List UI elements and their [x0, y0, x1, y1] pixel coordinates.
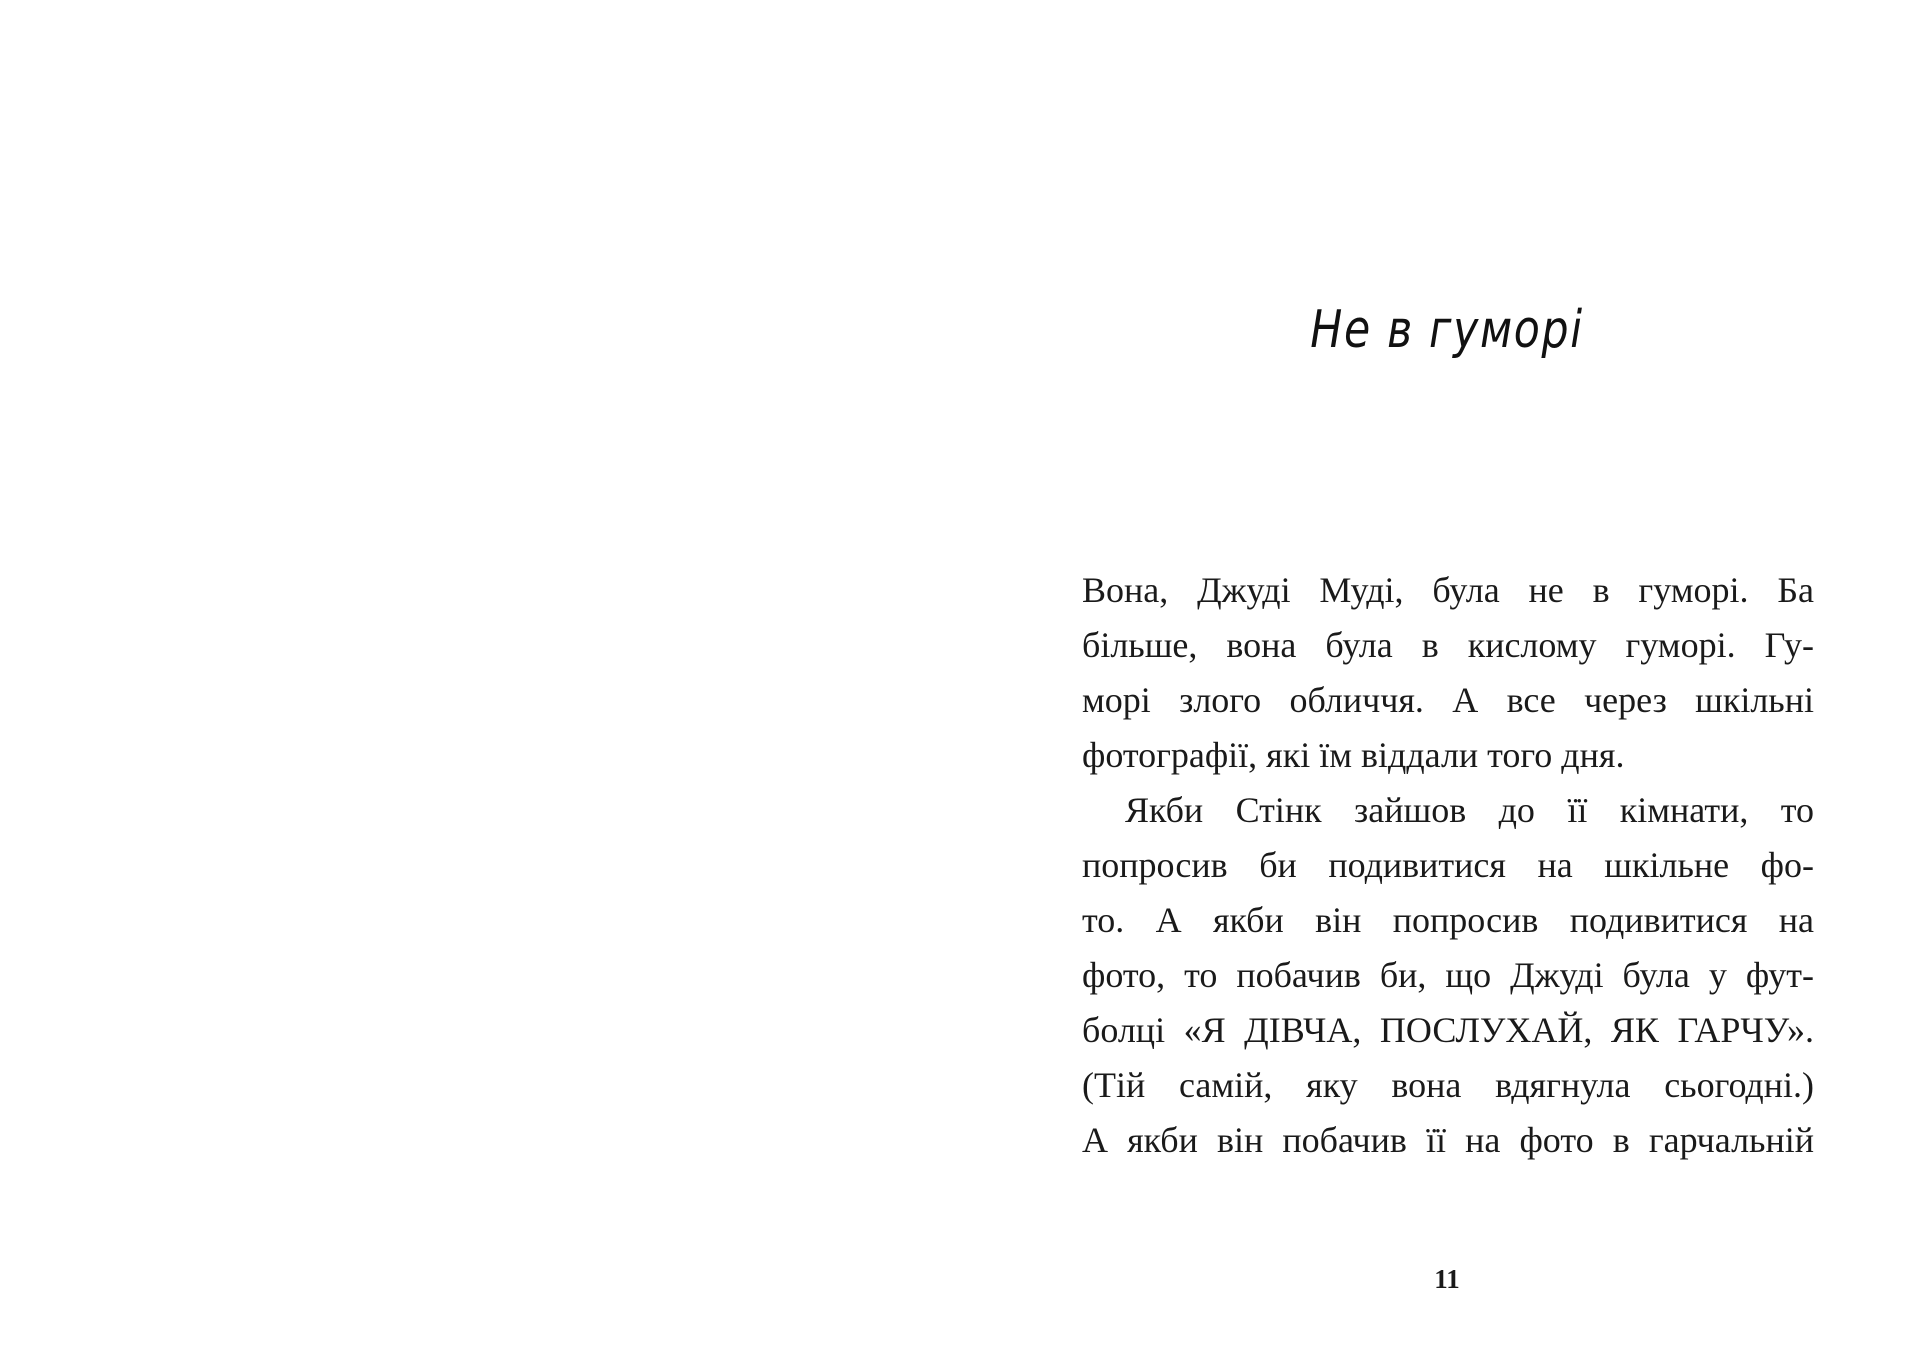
text-line: фото, то побачив би, що Джуді була у фут- — [1082, 955, 1814, 995]
page-number: 11 — [1434, 1264, 1460, 1294]
text-line: болці «Я ДІВЧА, ПОСЛУХАЙ, ЯК ГАРЧУ». — [1082, 1010, 1814, 1050]
chapter-title: Не в гуморі — [1310, 300, 1584, 360]
text-line: то. А якби він попросив подивитися на — [1082, 900, 1814, 940]
text-line: фотографії, які їм віддали того дня. — [1082, 735, 1625, 775]
text-line: Вона, Джуді Муді, була не в гуморі. Ба — [1082, 570, 1814, 610]
text-line: попросив би подивитися на шкільне фо- — [1082, 845, 1814, 885]
text-line: (Тій самій, яку вона вдягнула сьогодні.) — [1082, 1065, 1814, 1105]
text-line: А якби він побачив її на фото в гарчальній — [1082, 1120, 1814, 1160]
text-line: морі злого обличчя. А все через шкільні — [1082, 680, 1814, 720]
text-line: більше, вона була в кислому гуморі. Гу- — [1082, 625, 1814, 665]
text-line: Якби Стінк зайшов до її кімнати, то — [1125, 790, 1814, 830]
body-text — [1082, 566, 1814, 1171]
